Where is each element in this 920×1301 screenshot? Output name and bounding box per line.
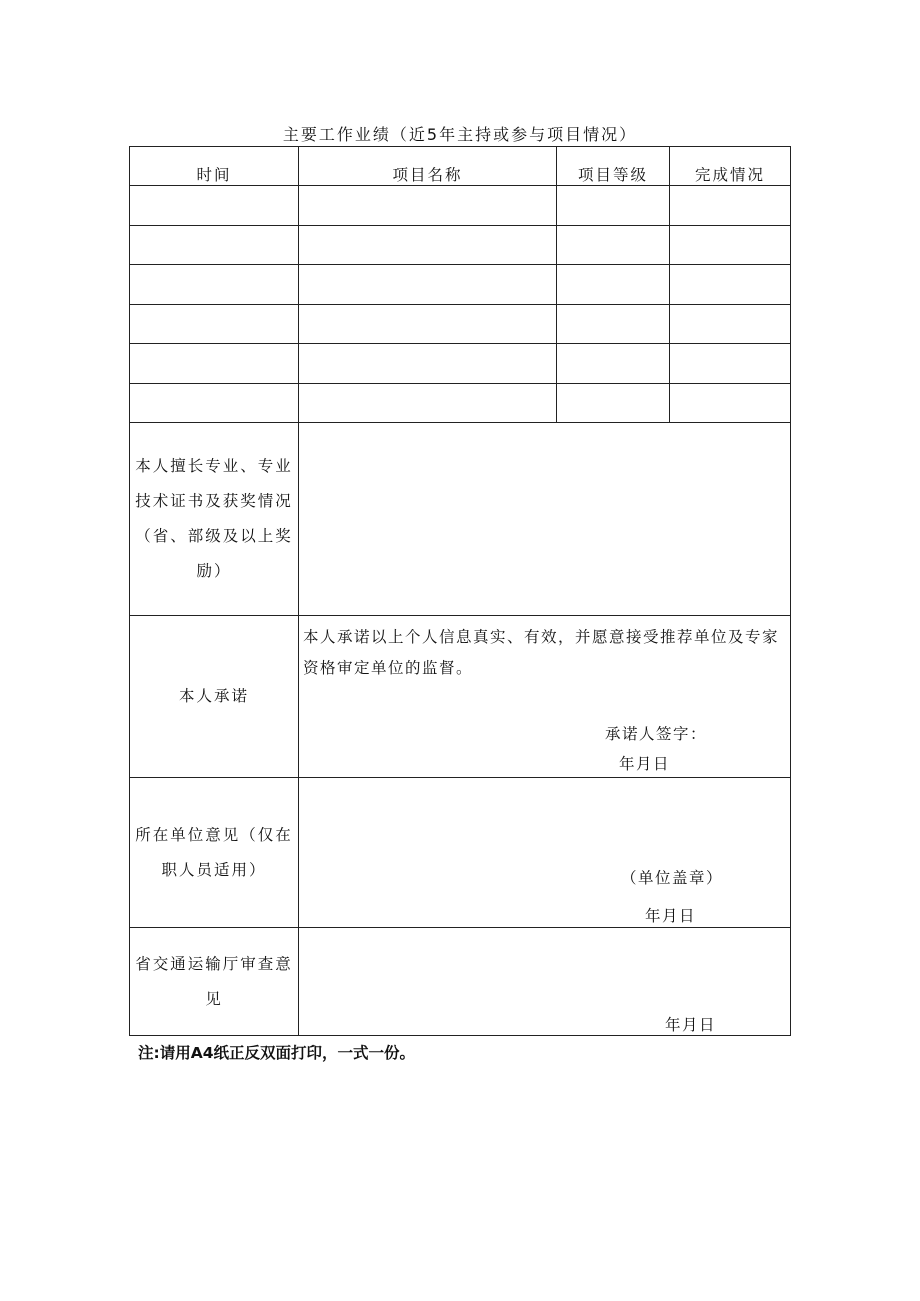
header-project-name: 项目名称 bbox=[299, 147, 557, 186]
footnote: 注:请用A4纸正反双面打印，一式一份。 bbox=[138, 1044, 415, 1062]
unit-date: 年月日 bbox=[645, 907, 697, 925]
project-name-cell[interactable] bbox=[299, 225, 557, 265]
project-name-cell[interactable] bbox=[299, 265, 557, 305]
project-level-cell[interactable] bbox=[557, 265, 670, 305]
commitment-date: 年月日 bbox=[619, 755, 671, 773]
expertise-row bbox=[130, 423, 791, 616]
unit-opinion-label: 所在单位意见（仅在职人员适用） bbox=[130, 778, 299, 928]
header-project-level: 项目等级 bbox=[557, 147, 670, 186]
commitment-text: 本人承诺以上个人信息真实、有效，并愿意接受推荐单位及专家资格审定单位的监督。 bbox=[303, 628, 780, 677]
table-header-row bbox=[130, 147, 791, 186]
project-name-cell[interactable] bbox=[299, 383, 557, 423]
completion-cell[interactable] bbox=[670, 225, 791, 265]
completion-cell[interactable] bbox=[670, 383, 791, 423]
province-review-content-cell[interactable] bbox=[299, 928, 791, 1036]
header-time: 时间 bbox=[130, 147, 299, 186]
project-level-cell[interactable] bbox=[557, 383, 670, 423]
time-cell[interactable] bbox=[130, 344, 299, 384]
time-cell[interactable] bbox=[130, 186, 299, 226]
project-name-cell[interactable] bbox=[299, 344, 557, 384]
project-level-cell[interactable] bbox=[557, 304, 670, 344]
table-row bbox=[130, 265, 791, 305]
project-level-cell[interactable] bbox=[557, 225, 670, 265]
form-title: 主要工作业绩（近5年主持或参与项目情况） bbox=[282, 125, 638, 144]
province-review-label: 省交通运输厅审查意见 bbox=[130, 928, 299, 1036]
work-achievement-table bbox=[129, 146, 791, 1036]
completion-cell[interactable] bbox=[670, 344, 791, 384]
table-row bbox=[130, 186, 791, 226]
province-date: 年月日 bbox=[665, 1016, 717, 1034]
unit-stamp-label: （单位盖章） bbox=[621, 869, 724, 887]
table-row bbox=[130, 304, 791, 344]
unit-opinion-row bbox=[130, 778, 791, 928]
project-name-cell[interactable] bbox=[299, 304, 557, 344]
time-cell[interactable] bbox=[130, 383, 299, 423]
expertise-label: 本人擅长专业、专业技术证书及获奖情况（省、部级及以上奖励） bbox=[130, 423, 299, 616]
project-name-cell[interactable] bbox=[299, 186, 557, 226]
project-level-cell[interactable] bbox=[557, 344, 670, 384]
completion-cell[interactable] bbox=[670, 186, 791, 226]
time-cell[interactable] bbox=[130, 225, 299, 265]
commitment-row bbox=[130, 616, 791, 778]
time-cell[interactable] bbox=[130, 265, 299, 305]
commitment-content-cell bbox=[299, 616, 791, 778]
unit-opinion-content-cell[interactable] bbox=[299, 778, 791, 928]
commitment-signature-label: 承诺人签字： bbox=[605, 725, 708, 743]
completion-cell[interactable] bbox=[670, 265, 791, 305]
expertise-content-cell[interactable] bbox=[299, 423, 791, 616]
project-level-cell[interactable] bbox=[557, 186, 670, 226]
header-completion: 完成情况 bbox=[670, 147, 791, 186]
time-cell[interactable] bbox=[130, 304, 299, 344]
commitment-label: 本人承诺 bbox=[130, 616, 299, 778]
province-review-row bbox=[130, 928, 791, 1036]
table-row bbox=[130, 344, 791, 384]
table-row bbox=[130, 383, 791, 423]
completion-cell[interactable] bbox=[670, 304, 791, 344]
table-row bbox=[130, 225, 791, 265]
